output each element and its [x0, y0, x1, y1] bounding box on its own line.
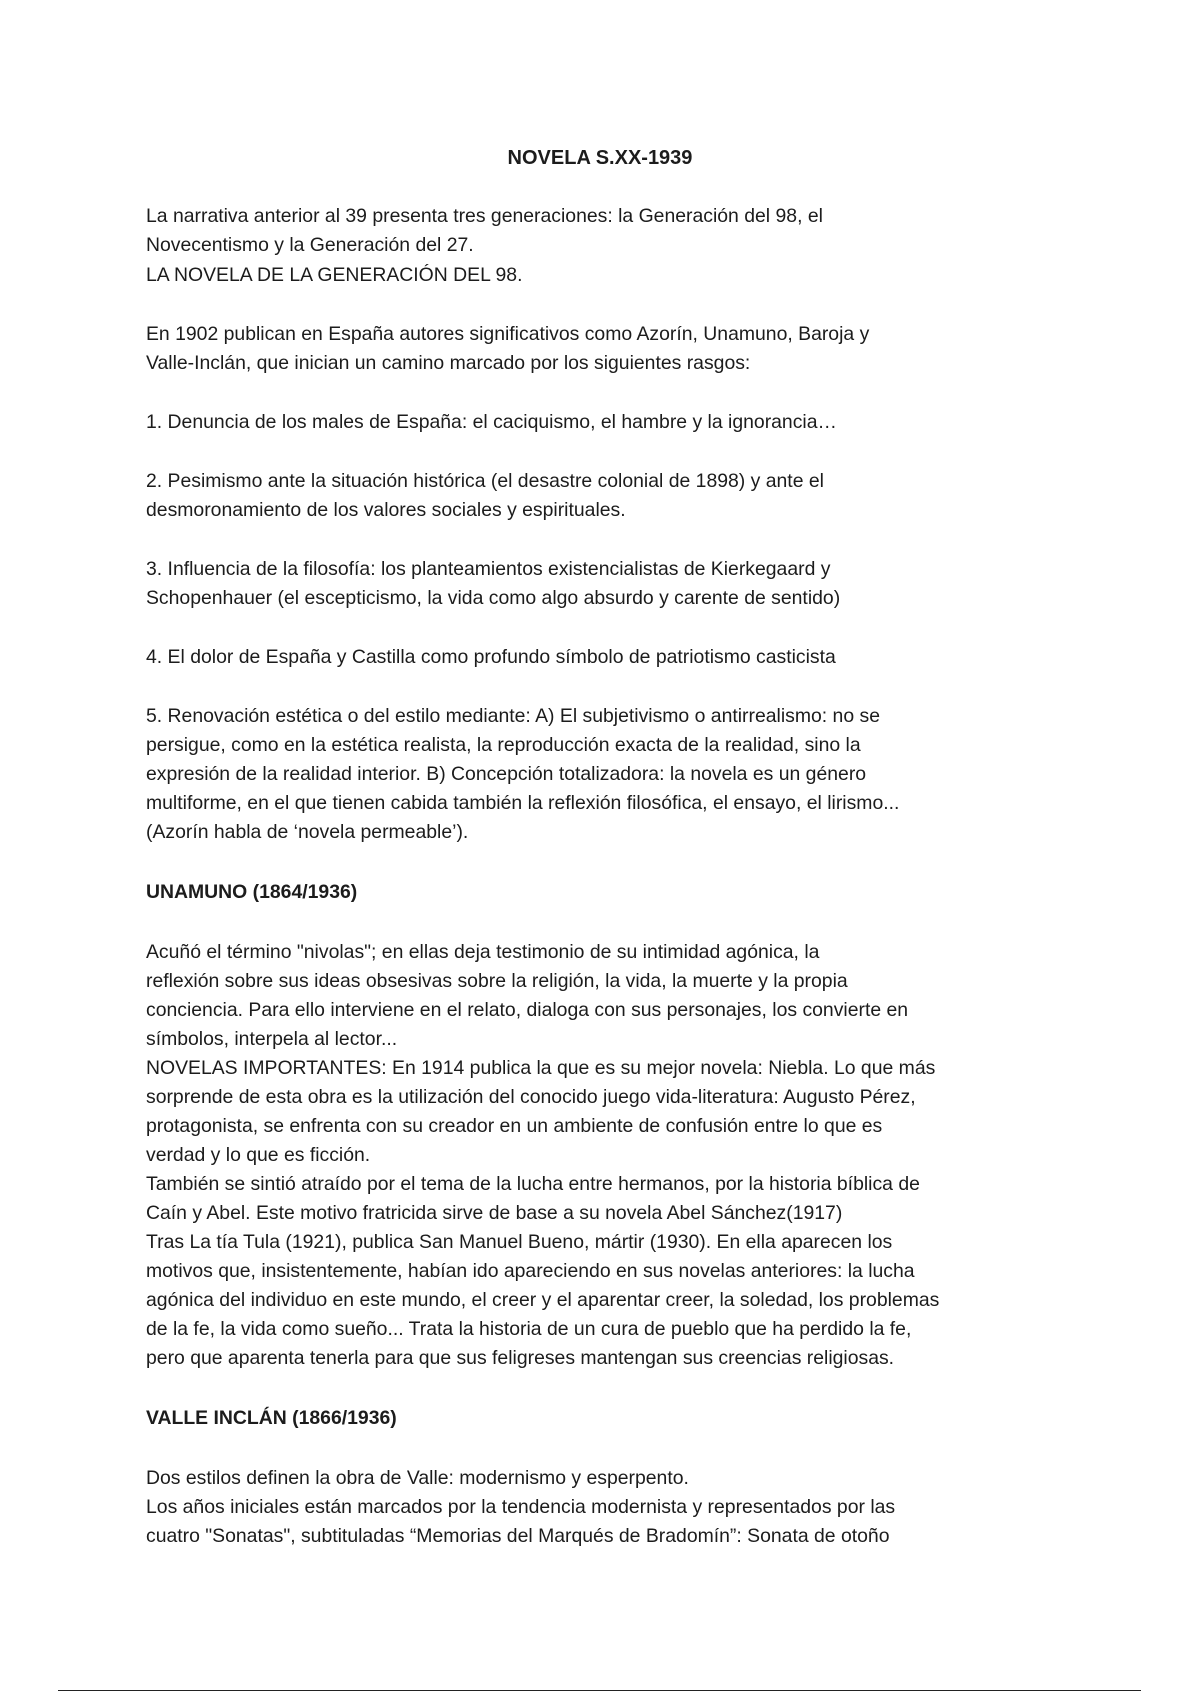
- trait-2-line-2: desmoronamiento de los valores sociales y espirituales.: [146, 499, 626, 521]
- valle-line-1: Dos estilos definen la obra de Valle: modernismo y esperpento.: [146, 1467, 689, 1489]
- intro-line-1: La narrativa anterior al 39 presenta tres generaciones: la Generación del 98, el: [146, 205, 823, 227]
- unamuno-line-7: protagonista, se enfrenta con su creador en un ambiente de confusión entre lo que es: [146, 1115, 883, 1137]
- unamuno-line-8: verdad y lo que es ficción.: [146, 1144, 371, 1166]
- valle-line-2: Los años iniciales están marcados por la tendencia modernista y representados por las: [146, 1496, 896, 1518]
- unamuno-line-1: Acuñó el término "nivolas"; en ellas deja testimonio de su intimidad agónica, la: [146, 941, 820, 963]
- document-title: NOVELA S.XX-1939: [507, 147, 693, 169]
- unamuno-line-12: motivos que, insistentemente, habían ido apareciendo en sus novelas anteriores: la lucha: [146, 1260, 915, 1282]
- intro-line-2: Novecentismo y la Generación del 27.: [146, 234, 474, 256]
- valle-line-3: cuatro "Sonatas", subtituladas “Memorias del Marqués de Bradomín”: Sonata de otoño: [146, 1525, 890, 1547]
- unamuno-line-3: conciencia. Para ello interviene en el relato, dialoga con sus personajes, los convierte en: [146, 999, 909, 1021]
- unamuno-line-6: sorprende de esta obra es la utilización del conocido juego vida-literatura: Augusto Pérez,: [146, 1086, 916, 1108]
- context-line-1: En 1902 publican en España autores significativos como Azorín, Unamuno, Baroja y: [146, 323, 870, 345]
- section-heading-unamuno: UNAMUNO (1864/1936): [146, 881, 358, 903]
- unamuno-line-2: reflexión sobre sus ideas obsesivas sobre la religión, la vida, la muerte y la propia: [146, 970, 848, 992]
- unamuno-line-4: símbolos, interpela al lector...: [146, 1028, 398, 1050]
- unamuno-line-15: pero que aparenta tenerla para que sus feligreses mantengan sus creencias religiosas.: [146, 1347, 895, 1369]
- unamuno-line-5: NOVELAS IMPORTANTES: En 1914 publica la que es su mejor novela: Niebla. Lo que más: [146, 1057, 936, 1079]
- trait-5-line-3: expresión de la realidad interior. B) Concepción totalizadora: la novela es un género: [146, 763, 867, 785]
- trait-4-line-1: 4. El dolor de España y Castilla como profundo símbolo de patriotismo casticista: [146, 646, 836, 668]
- trait-1-line-1: 1. Denuncia de los males de España: el caciquismo, el hambre y la ignorancia…: [146, 411, 837, 433]
- unamuno-line-13: agónica del individuo en este mundo, el creer y el aparentar creer, la soledad, los problemas: [146, 1289, 940, 1311]
- trait-5-line-2: persigue, como en la estética realista, la reproducción exacta de la realidad, sino la: [146, 734, 861, 756]
- trait-5-line-4: multiforme, en el que tienen cabida también la reflexión filosófica, el ensayo, el lirismo...: [146, 792, 900, 814]
- unamuno-line-10: Caín y Abel. Este motivo fratricida sirve de base a su novela Abel Sánchez(1917): [146, 1202, 843, 1224]
- page-bottom-rule: [58, 1690, 1141, 1691]
- unamuno-line-11: Tras La tía Tula (1921), publica San Manuel Bueno, mártir (1930). En ella aparecen los: [146, 1231, 893, 1253]
- unamuno-line-9: También se sintió atraído por el tema de la lucha entre hermanos, por la historia bíblica de: [146, 1173, 920, 1195]
- intro-line-3: LA NOVELA DE LA GENERACIÓN DEL 98.: [146, 264, 523, 286]
- unamuno-line-14: de la fe, la vida como sueño... Trata la historia de un cura de pueblo que ha perdido la fe,: [146, 1318, 912, 1340]
- trait-3-line-1: 3. Influencia de la filosofía: los planteamientos existencialistas de Kierkegaard y: [146, 558, 831, 580]
- trait-5-line-5: (Azorín habla de ‘novela permeable’).: [146, 821, 469, 843]
- trait-3-line-2: Schopenhauer (el escepticismo, la vida como algo absurdo y carente de sentido): [146, 587, 841, 609]
- trait-5-line-1: 5. Renovación estética o del estilo mediante: A) El subjetivismo o antirrealismo: no se: [146, 705, 880, 727]
- context-line-2: Valle-Inclán, que inician un camino marcado por los siguientes rasgos:: [146, 352, 751, 374]
- section-heading-valle-inclan: VALLE INCLÁN (1866/1936): [146, 1407, 397, 1429]
- trait-2-line-1: 2. Pesimismo ante la situación histórica (el desastre colonial de 1898) y ante el: [146, 470, 824, 492]
